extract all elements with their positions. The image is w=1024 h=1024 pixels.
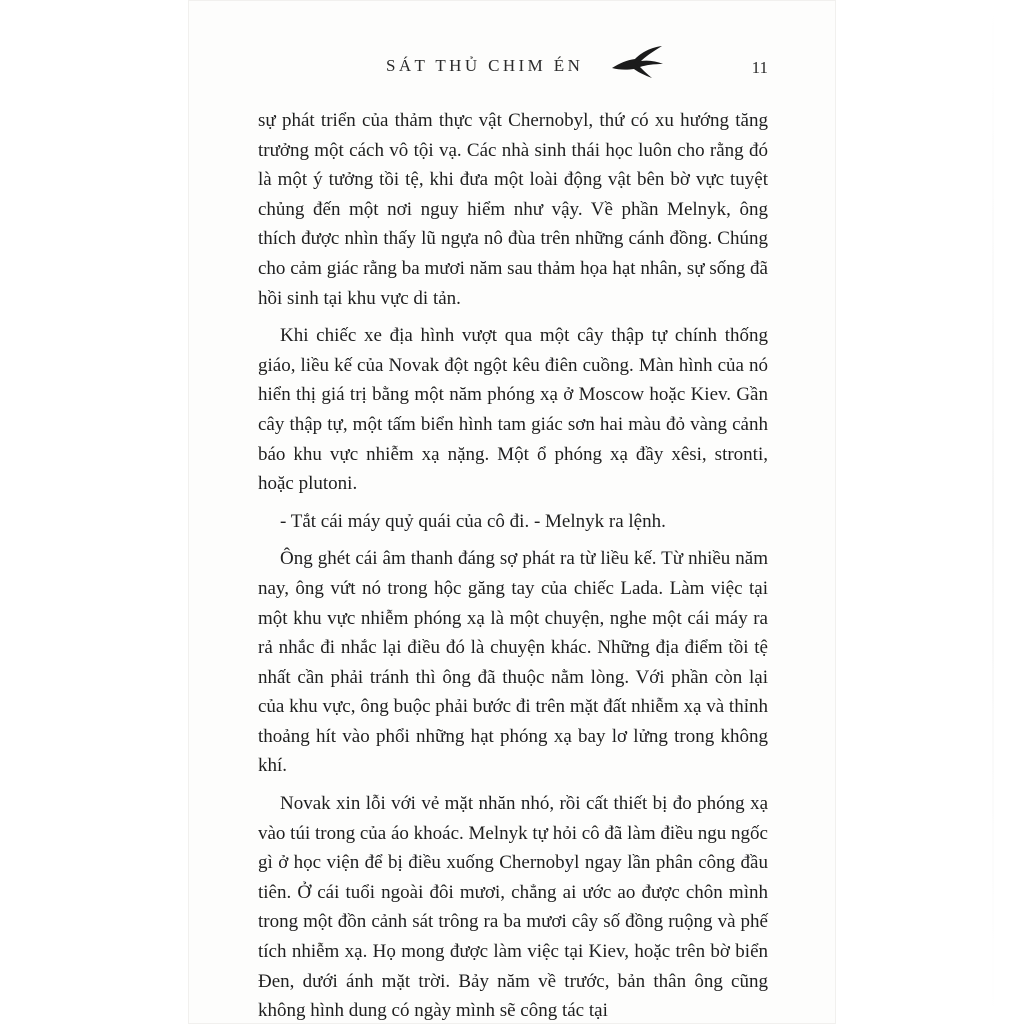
running-title: SÁT THỦ CHIM ÉN bbox=[386, 56, 584, 75]
page-header bbox=[258, 44, 768, 88]
paragraph: Ông ghét cái âm thanh đáng sợ phát ra từ liều kế. Từ nhiều năm nay, ông vứt nó trong hộc găng tay của chiếc Lada. Làm việc tại một khu vực nhiễm phóng xạ là một chuyện, nghe một cái máy ra rả nhắc đi nhắc lại điều đó là chuyện khác. Những địa điểm tồi tệ nhất cần phải tránh thì ông đã thuộc nằm lòng. Với phần còn lại của khu vực, ông buộc phải bước đi trên mặt đất nhiễm xạ và thỉnh thoảng hít vào phổi những hạt phóng xạ bay lơ lửng trong không khí. bbox=[258, 548, 768, 777]
paragraph: Khi chiếc xe địa hình vượt qua một cây thập tự chính thống giáo, liều kế của Novak đột ngột kêu điên cuồng. Màn hình của nó hiển thị giá trị bằng một năm phóng xạ ở Moscow hoặc Kiev. Gần cây thập tự, một tấm biển hình tam giác sơn hai màu đỏ vàng cảnh báo khu vực nhiễm xạ nặng. Một ổ phóng xạ đầy xêsi, stronti, hoặc plutoni. bbox=[258, 325, 768, 495]
page-edge-shadow bbox=[992, 0, 994, 1024]
page-number: 11 bbox=[751, 58, 768, 77]
body-text bbox=[258, 106, 768, 1024]
paragraph: Novak xin lỗi với vẻ mặt nhăn nhó, rồi cất thiết bị đo phóng xạ vào túi trong của áo khoác. Melnyk tự hỏi cô đã làm điều ngu ngốc gì ở học viện để bị điều xuống Chernobyl ngay lần phân công đầu tiên. Ở cái tuổi ngoài đôi mươi, chẳng ai ước ao được chôn mình trong một đồn cảnh sát trông ra ba mươi cây số đồng ruộng và phế tích nhiễm xạ. Họ mong được làm việc tại Kiev, hoặc trên bờ biển Đen, dưới ánh mặt trời. Bảy năm về trước, bản thân ông cũng không hình dung có ngày mình sẽ công tác tại bbox=[258, 793, 768, 1022]
swallow-icon bbox=[610, 44, 664, 80]
paragraph: sự phát triển của thảm thực vật Chernobyl, thứ có xu hướng tăng trưởng một cách vô tội vạ. Các nhà sinh thái học luôn cho rằng đó là một ý tưởng tồi tệ, khi đưa một loài động vật bên bờ vực tuyệt chủng đến một nơi nguy hiểm như vậy. Về phần Melnyk, ông thích được nhìn thấy lũ ngựa nô đùa trên những cánh đồng. Chúng cho cảm giác rằng ba mươi năm sau thảm họa hạt nhân, sự sống đã hồi sinh tại khu vực di tản. bbox=[258, 110, 768, 309]
dialogue-line: - Tắt cái máy quỷ quái của cô đi. - Melnyk ra lệnh. bbox=[280, 510, 666, 532]
